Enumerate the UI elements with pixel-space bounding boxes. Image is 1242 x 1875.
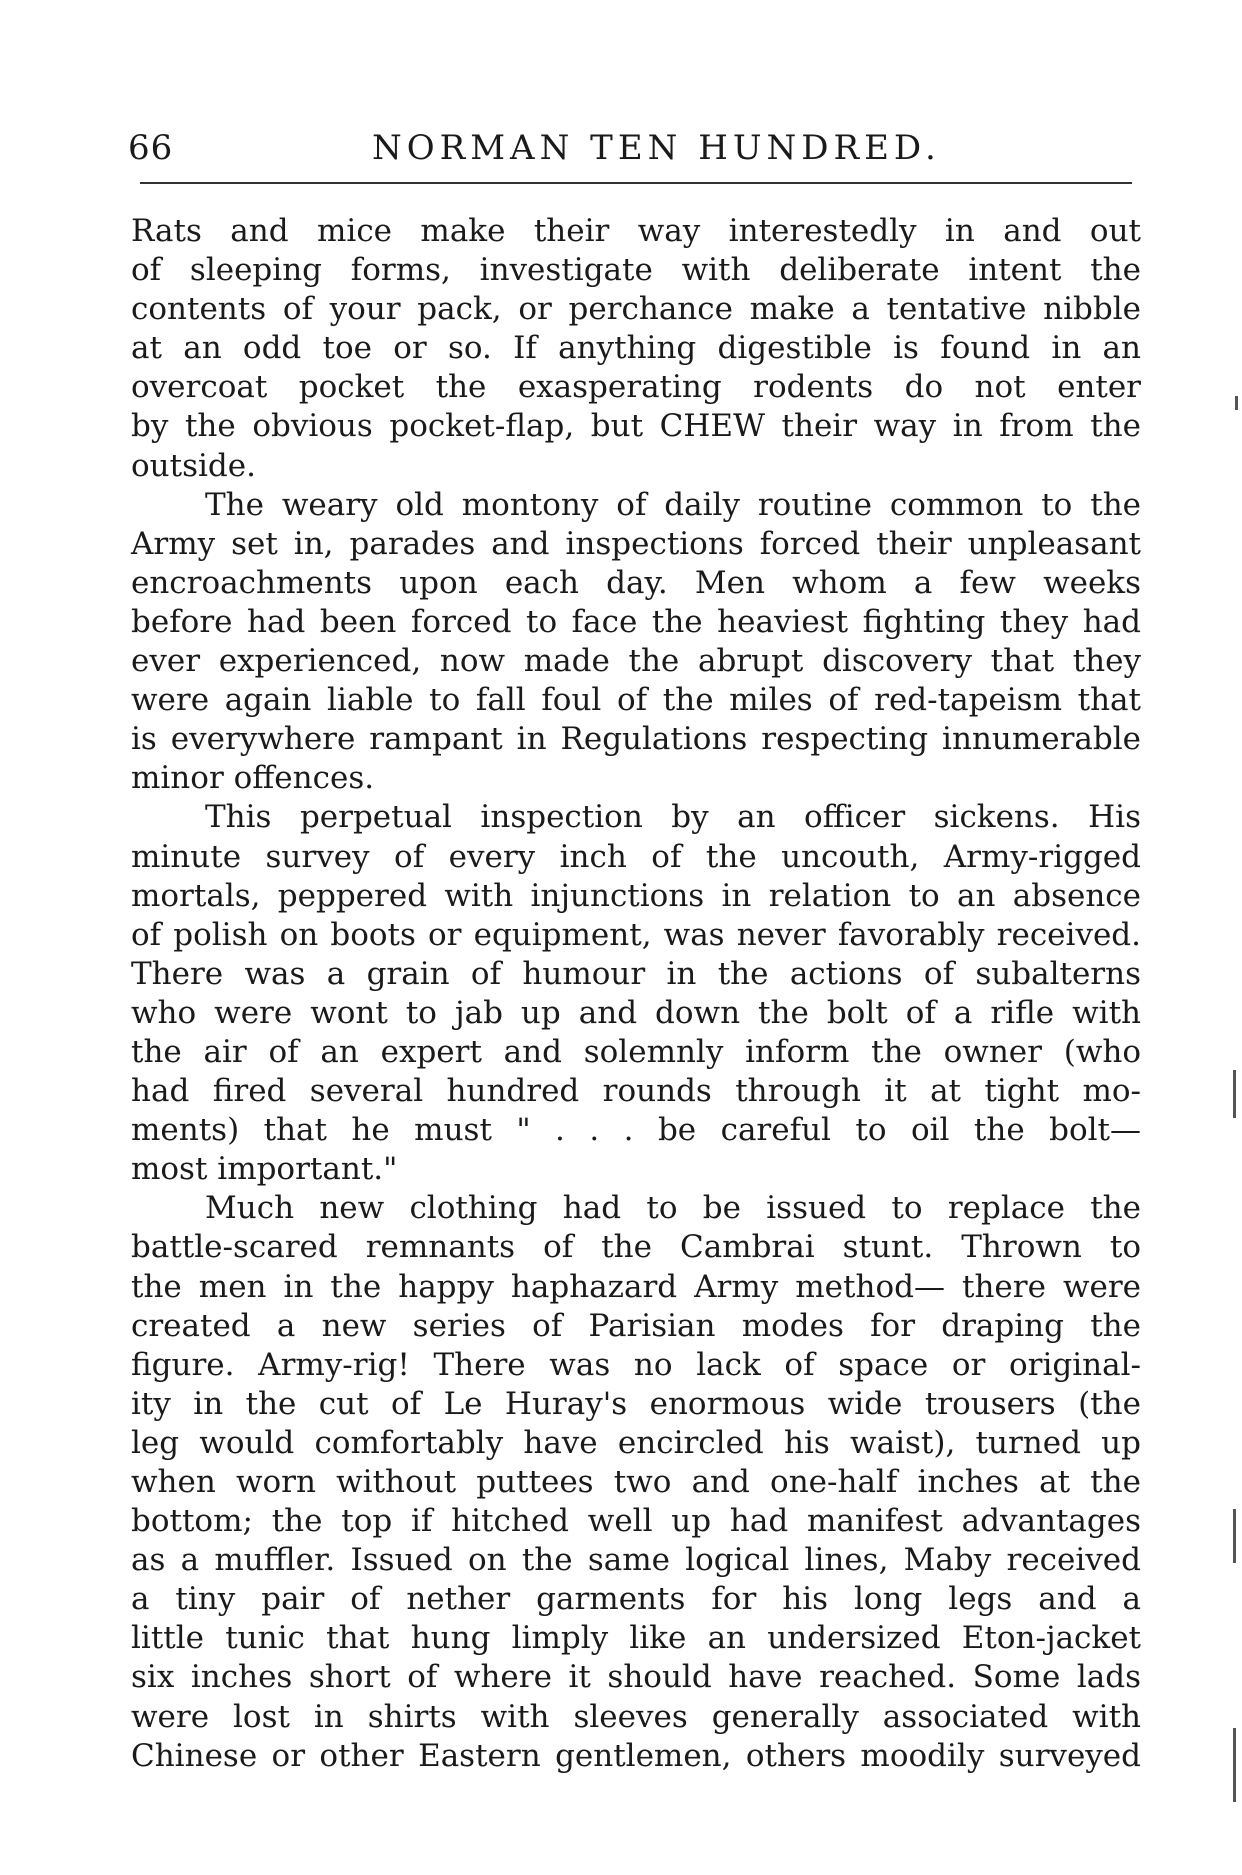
header-rule (140, 182, 1132, 184)
scan-mark (1233, 1070, 1236, 1118)
text-line: leg would comfortably have encircled his waist), turned up (131, 1424, 1141, 1461)
text-line: of sleeping forms, investigate with deliberate intent the (131, 252, 1141, 289)
text-line: created a new series of Parisian modes for draping the (131, 1307, 1141, 1344)
text-line: minor offences. (131, 760, 375, 797)
text-line: Much new clothing had to be issued to replace the (205, 1190, 1141, 1227)
text-line: Chinese or other Eastern gentlemen, others moodily surveyed (131, 1737, 1141, 1774)
paragraph (131, 486, 1141, 799)
scan-mark (1235, 396, 1238, 410)
running-title: NORMAN TEN HUNDRED. (372, 128, 941, 168)
text-line: mortals, peppered with injunctions in relation to an absence (131, 877, 1141, 914)
text-line: This perpetual inspection by an officer sickens. His (205, 799, 1141, 836)
text-line: bottom; the top if hitched well up had manifest advantages (131, 1503, 1141, 1540)
paragraph (131, 798, 1141, 1189)
text-line: The weary old montony of daily routine common to the (205, 486, 1141, 523)
body-text (131, 212, 1141, 1776)
text-line: ments) that he must " . . . be careful to oil the bolt— (131, 1112, 1141, 1149)
scan-mark (1233, 1728, 1236, 1802)
text-line: six inches short of where it should have reached. Some lads (131, 1659, 1141, 1696)
page-header (0, 122, 1242, 182)
text-line: at an odd toe or so. If anything digestible is found in an (131, 330, 1141, 367)
text-line: is everywhere rampant in Regulations respecting innumerable (131, 721, 1141, 758)
text-line: Army set in, parades and inspections forced their unpleasant (131, 525, 1141, 562)
text-line: contents of your pack, or perchance make a tentative nibble (131, 291, 1141, 328)
text-line: little tunic that hung limply like an undersized Eton-jacket (131, 1620, 1141, 1657)
paragraph (131, 1189, 1141, 1775)
text-line: who were wont to jab up and down the bolt of a rifle with (131, 994, 1141, 1031)
text-line: battle-scared remnants of the Cambrai stunt. Thrown to (131, 1229, 1141, 1266)
page-number: 66 (128, 128, 174, 168)
text-line: a tiny pair of nether garments for his long legs and a (131, 1581, 1141, 1618)
text-line: were lost in shirts with sleeves generally associated with (131, 1698, 1141, 1735)
scan-mark (1233, 1509, 1236, 1563)
text-line: overcoat pocket the exasperating rodents do not enter (131, 369, 1141, 406)
text-line: figure. Army-rig! There was no lack of space or original- (131, 1346, 1141, 1383)
text-line: the air of an expert and solemnly inform the owner (who (131, 1033, 1141, 1070)
text-line: had fired several hundred rounds through it at tight mo- (131, 1073, 1141, 1110)
text-line: of polish on boots or equipment, was never favorably received. (131, 916, 1141, 953)
text-line: by the obvious pocket-flap, but CHEW their way in from the (131, 408, 1141, 445)
text-line: as a muffler. Issued on the same logical lines, Maby received (131, 1542, 1141, 1579)
text-line: ever experienced, now made the abrupt discovery that they (131, 643, 1141, 680)
text-line: before had been forced to face the heaviest fighting they had (131, 603, 1141, 640)
text-line: encroachments upon each day. Men whom a few weeks (131, 564, 1141, 601)
text-line: Rats and mice make their way interestedly in and out (131, 213, 1141, 249)
text-line: most important." (131, 1151, 398, 1188)
text-line: There was a grain of humour in the actions of subalterns (131, 955, 1141, 992)
text-line: minute survey of every inch of the uncouth, Army-rigged (131, 838, 1141, 875)
paragraph (131, 212, 1141, 486)
text-line: outside. (131, 447, 256, 484)
text-line: when worn without puttees two and one-half inches at the (131, 1464, 1141, 1500)
text-line: were again liable to fall foul of the miles of red-tapeism that (131, 682, 1141, 719)
text-line: ity in the cut of Le Huray's enormous wide trousers (the (131, 1385, 1141, 1422)
text-line: the men in the happy haphazard Army method— there were (131, 1268, 1141, 1305)
